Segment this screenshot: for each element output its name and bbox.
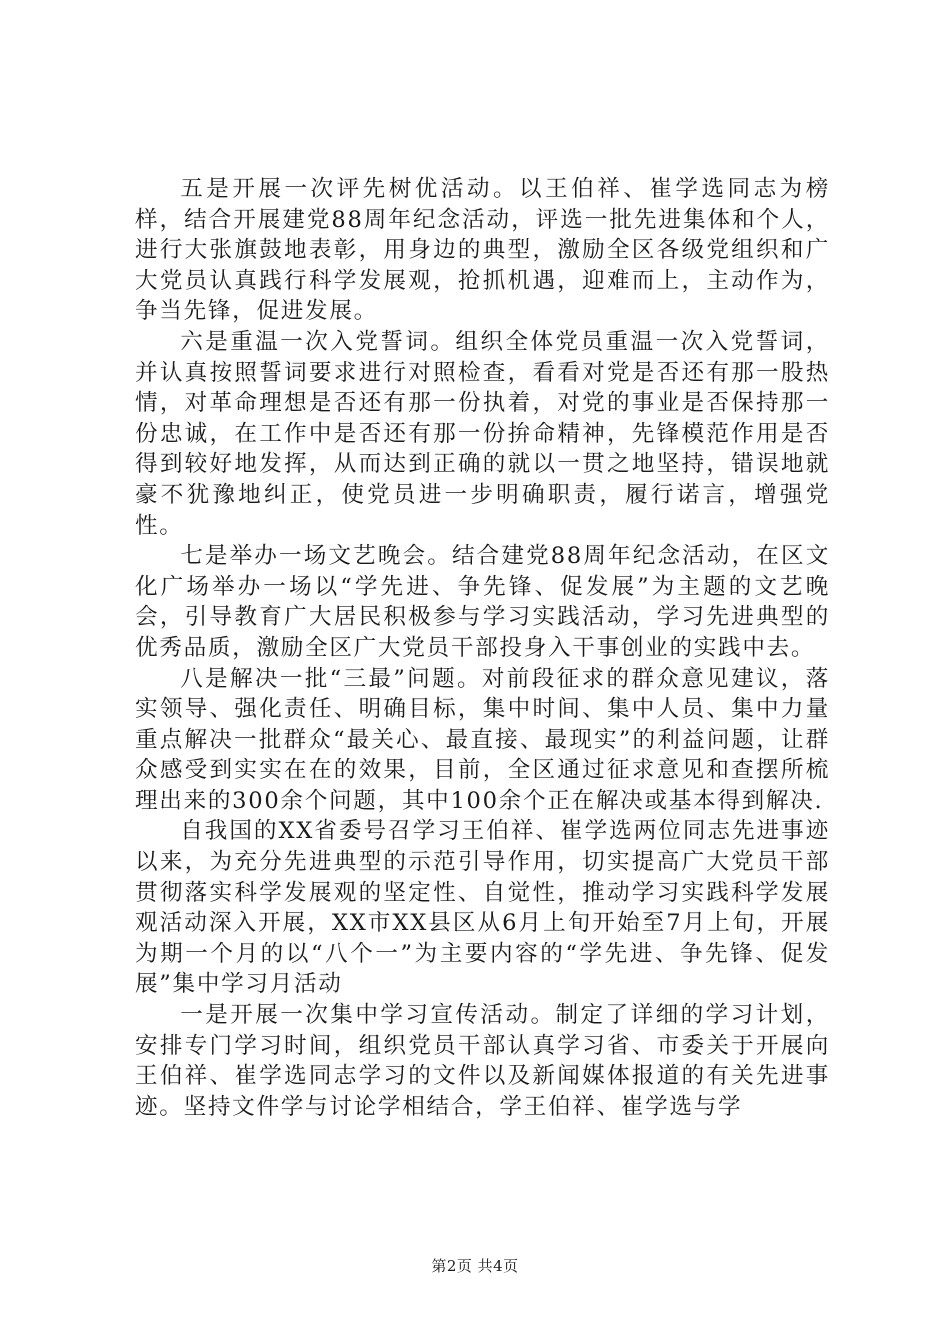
paragraph-six: 六是重温一次入党誓词。组织全体党员重温一次入党誓词，并认真按照誓词要求进行对照检查，看看对党是否还有那一股热情，对革命理想是否还有那一份执着，对党的事业是否保持那一份忠诚，在工作中是否还有那一份拚命精神，先锋模范作用是否得到较好地发挥，从而达到正确的就以一贯之地坚持，错误地就豪不犹豫地纠正，使党员进一步明确职责，履行诺言，增强党性。: [135, 328, 830, 539]
paragraph-seven: 七是举办一场文艺晚会。结合建党88周年纪念活动，在区文化广场举办一场以“学先进、争先锋、促发展”为主题的文艺晚会，引导教育广大居民积极参与学习实践活动，学习先进典型的优秀品质，激励全区广大党员干部投身入干事创业的实践中去。: [135, 543, 830, 661]
paragraph-intro: 自我国的XX省委号召学习王伯祥、崔学选两位同志先进事迹以来，为充分先进典型的示范引导作用，切实提高广大党员干部贯彻落实科学发展观的坚定性、自觉性，推动学习实践科学发展观活动深入开展，XX市XX县区从6月上旬开始至7月上旬，开展为期一个月的以“八个一”为主要内容的“学先进、争先锋、促发展”集中学习月活动: [135, 818, 830, 998]
document-body: [135, 174, 830, 1122]
paragraph-five: 五是开展一次评先树优活动。以王伯祥、崔学选同志为榜样，结合开展建党88周年纪念活动，评选一批先进集体和个人，进行大张旗鼓地表彰，用身边的典型，激励全区各级党组织和广大党员认真践行科学发展观，抢抓机遇，迎难而上，主动作为，争当先锋，促进发展。: [135, 176, 830, 325]
paragraph-eight: 八是解决一批“三最”问题。对前段征求的群众意见建议，落实领导、强化责任、明确目标，集中时间、集中人员、集中力量重点解决一批群众“最关心、最直接、最现实”的利益问题，让群众感受到实实在在的效果，目前，全区通过征求意见和查摆所梳理出来的300余个问题，其中100余个正在解决或基本得到解决.: [135, 665, 830, 814]
paragraph-one: 一是开展一次集中学习宣传活动。制定了详细的学习计划，安排专门学习时间，组织党员干部认真学习省、市委关于开展向王伯祥、崔学选同志学习的文件以及新闻媒体报道的有关先进事迹。坚持文件学与讨论学相结合，学王伯祥、崔学选与学: [135, 1002, 830, 1120]
page-footer: 第2页 共4页: [431, 1257, 519, 1275]
